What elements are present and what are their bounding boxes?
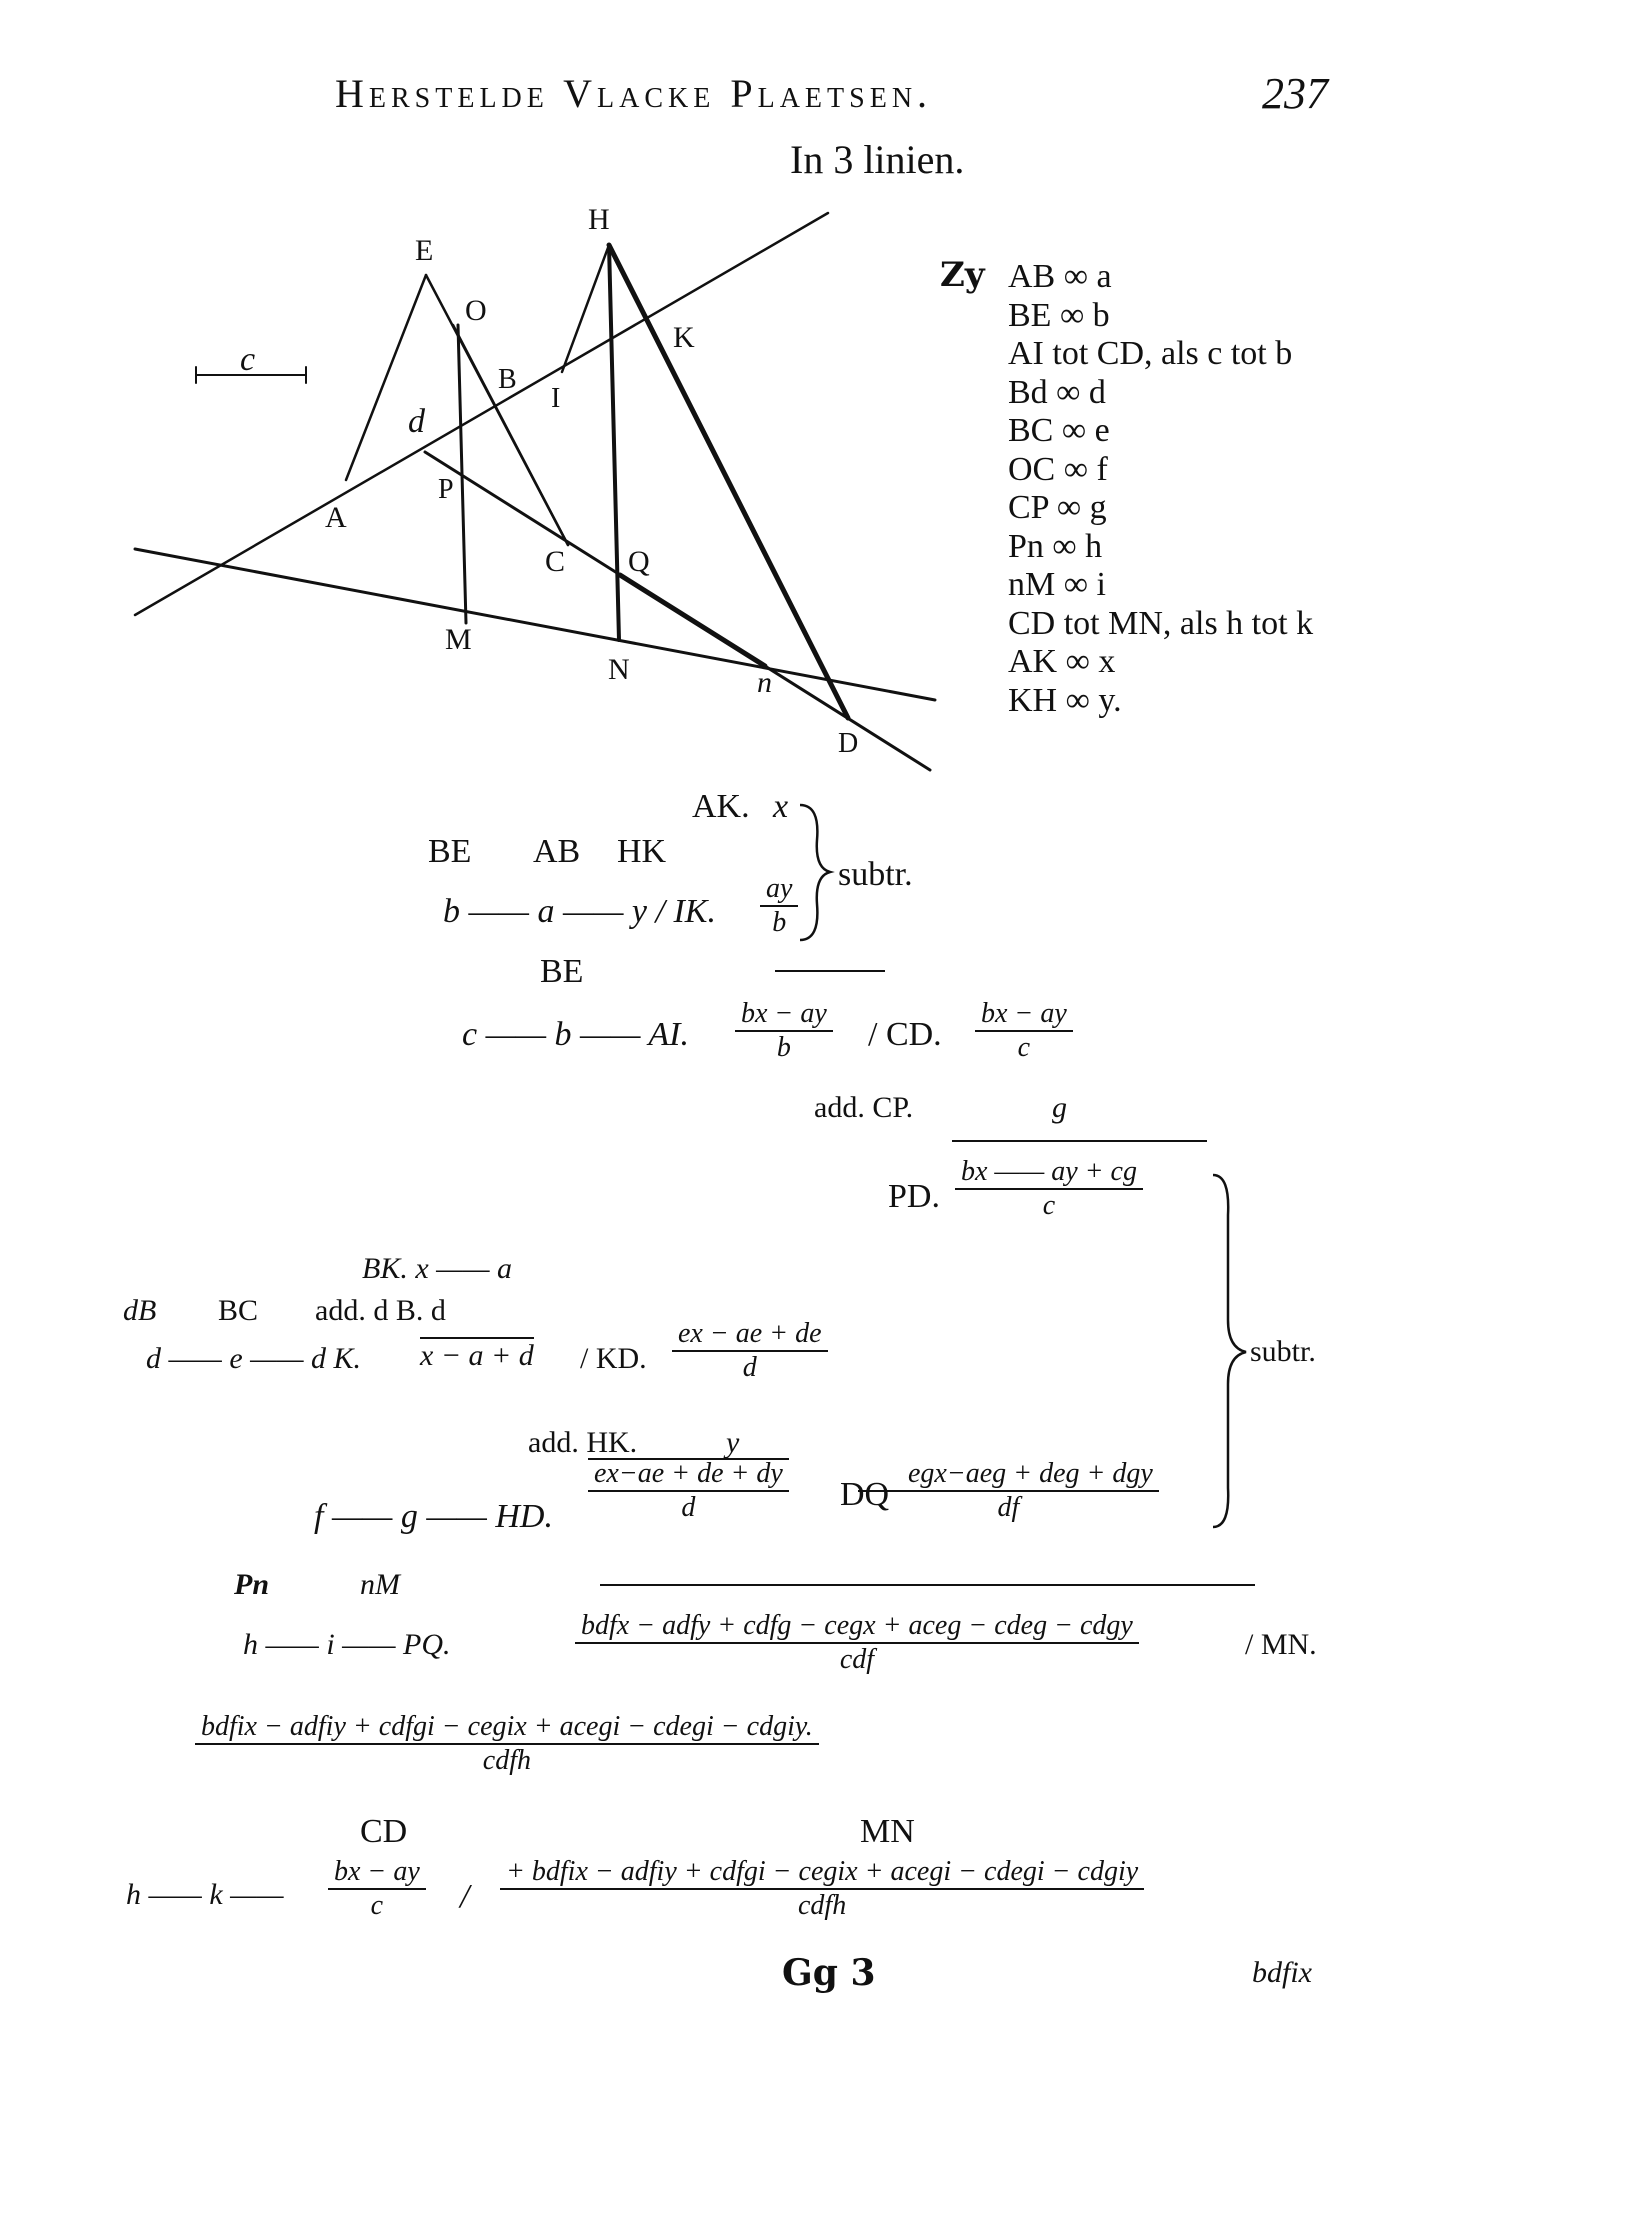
given-lead: Zy [940,255,985,295]
bk-line: BK. x —— a [362,1252,512,1285]
line-base [135,545,935,700]
final-cd-numerator: bx − ay [328,1858,426,1890]
cp-value: g [1052,1091,1067,1124]
point-label-q: Q [628,545,650,578]
add-db-label: add. d B. d [315,1294,446,1327]
given-item: Bd ∞ d [1008,373,1106,411]
page-number: 237 [1262,69,1328,118]
given-item: AI tot CD, als c tot b [1008,335,1293,372]
given-list [1008,258,1313,720]
pd-fraction [955,1158,1143,1220]
final-cd-denominator: c [370,1890,384,1921]
brace-right-1 [795,800,835,945]
pq-denominator: cdf [839,1644,875,1675]
dq-denominator: df [997,1492,1020,1523]
given-item: CP ∞ g [1008,489,1107,526]
geometry-figure [0,0,1652,800]
running-title: Herstelde Vlacke Plaetsen. [335,71,933,116]
mn-denominator: cdfh [482,1745,531,1776]
given-item: BE ∞ b [1008,296,1110,334]
cd-label: / CD. [868,1016,942,1053]
pd-numerator: bx —— ay + cg [955,1158,1143,1190]
scale-label-c: c [240,341,256,378]
ai-numerator: bx − ay [735,1000,833,1032]
point-label-d: d [408,403,425,440]
point-label-h: H [588,203,610,236]
header-pn: Pn [234,1568,270,1601]
kd-denominator: d [742,1352,757,1383]
kd-numerator: ex − ae + de [672,1320,828,1352]
section-subtitle: In 3 linien. [790,137,965,182]
proportion-pq: h —— i —— PQ. [243,1628,451,1661]
subtr-label-2: subtr. [1250,1335,1316,1368]
brace-right-2 [1208,1170,1253,1532]
point-label-d-end: D [838,728,859,759]
proportion-dk: d —— e —— d K. [146,1342,362,1375]
given-item: AB ∞ a [1008,258,1112,295]
final-mn-numerator: + bdfix − adfiy + cdfgi − cegix + acegi − cdegi − cdgiy [500,1858,1144,1890]
add-hk-label: add. HK. [528,1426,638,1459]
kd-label: / KD. [580,1342,647,1375]
given-item: CD tot MN, als h tot k [1008,604,1314,642]
line-hd [609,245,848,718]
result-rule [775,970,885,972]
point-label-o: O [465,294,487,327]
point-label-k: K [673,321,695,354]
pd-label: PD. [888,1178,940,1215]
ak-value: x [773,788,789,825]
given-item: nM ∞ i [1008,566,1106,603]
subtr-label-1: subtr. [838,856,913,893]
ik-numerator: ay [760,875,798,907]
final-mn-denominator: cdfh [797,1890,847,1921]
header-nm: nM [360,1568,400,1601]
catchword: bdfix [1252,1956,1312,1989]
dq-numerator: egx−aeg + deg + dgy [858,1460,1159,1492]
given-item: BC ∞ e [1008,412,1110,449]
given-item: OC ∞ f [1008,450,1108,488]
line-ae [346,275,426,480]
ai-fraction [735,1000,833,1062]
point-label-p: P [438,474,454,505]
difference-rule [600,1584,1255,1586]
point-label-b: B [498,364,517,395]
cd-numerator: bx − ay [975,1000,1073,1032]
final-cd-fraction [328,1858,426,1920]
dq-label: DQ [840,1476,890,1513]
given-item: Pn ∞ h [1008,527,1103,565]
proportion-ik: b —— a —— y / IK. [443,893,716,930]
ik-fraction [760,875,798,937]
pd-denominator: c [1042,1190,1056,1221]
ak-label: AK. [692,788,750,825]
hd-denominator: d [681,1492,696,1523]
mn-fraction [195,1713,819,1775]
hd-numerator: ex−ae + de + dy [588,1458,789,1492]
signature-mark: Gg 3 [782,1952,876,1994]
proportion-final: h —— k —— [126,1878,284,1911]
header-ab: AB [533,833,581,870]
dq-fraction [858,1460,1159,1522]
dk-expression: x − a + d [420,1339,534,1372]
header-mn: MN [860,1813,915,1850]
hd-fraction [588,1458,789,1522]
point-label-n: N [608,653,630,686]
final-mn-fraction [500,1858,1144,1920]
add-cp-label: add. CP. [814,1091,914,1124]
given-item: AK ∞ x [1008,643,1116,680]
header-be: BE [428,833,472,870]
ai-denominator: b [776,1032,791,1063]
header-bc: BC [218,1294,259,1327]
proportion-hd: f —— g —— HD. [314,1498,553,1535]
point-label-c: C [545,545,566,578]
mn-numerator: bdfix − adfiy + cdfgi − cegix + acegi − cdegi − cdgiy. [195,1713,819,1745]
pq-numerator: bdfx − adfy + cdfg − cegx + aceg − cdeg − cdgy [575,1612,1139,1644]
line-oc [453,325,568,545]
cd-fraction [975,1000,1073,1062]
ik-denominator: b [772,907,787,938]
point-label-m: M [445,623,472,656]
line-ak [135,213,828,615]
header-be-2: BE [540,953,584,990]
cd-denominator: c [1017,1032,1031,1063]
header-hk: HK [617,833,667,870]
point-label-a: A [325,501,347,534]
sum-rule [952,1140,1207,1142]
header-db: dB [123,1294,157,1327]
line-hn [609,245,619,640]
pq-fraction [575,1612,1139,1674]
proportion-ai: c —— b —— AI. [462,1016,689,1053]
final-slash: / [460,1878,470,1915]
header-cd: CD [360,1813,408,1850]
line-qn-bold [620,575,765,666]
hk-value: y [726,1426,740,1459]
point-label-i: I [551,383,561,414]
point-label-e: E [415,234,434,267]
point-label-n-small: n [757,666,772,699]
kd-fraction [672,1320,828,1382]
given-item: KH ∞ y. [1008,681,1122,719]
mn-label: / MN. [1245,1628,1317,1661]
